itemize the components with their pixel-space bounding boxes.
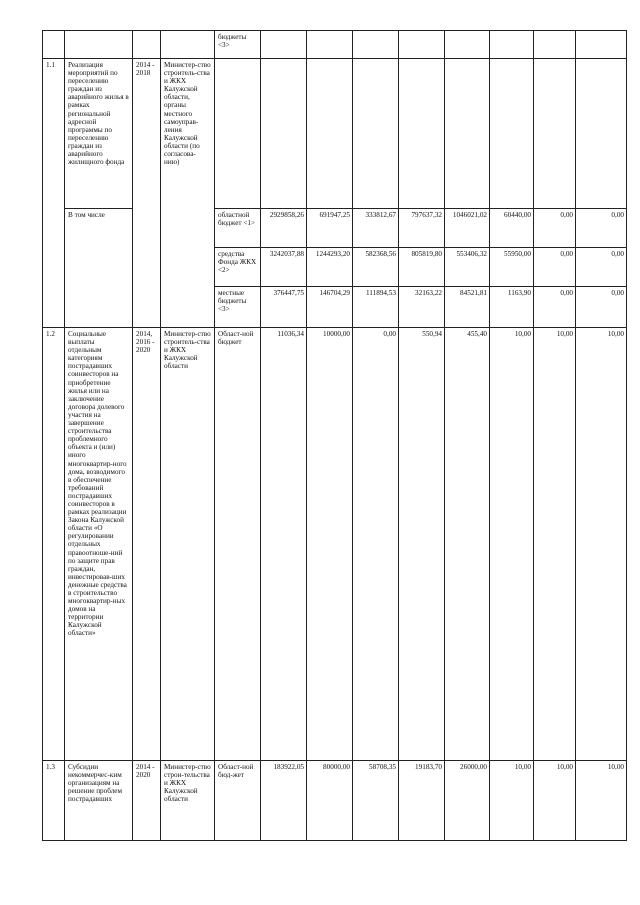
sub-label: В том числе: [65, 209, 133, 328]
value-cell: 10,00: [576, 328, 627, 761]
executor-cell: Министер-ство строитель-ства и ЖКХ Калужской области, органы местного самоуправ-ления Калужской области (по согласова-нию): [161, 59, 215, 328]
measure-name: Реализация мероприятий по переселению граждан из аварийного жилья в рамках региональной адресной программы по переселению граждан из аварийного жилищного фонда: [65, 59, 133, 209]
value-cell: 691947,25: [307, 209, 353, 248]
value-cell: 333812,67: [353, 209, 399, 248]
value-cell: 0,00: [576, 248, 627, 287]
table-row-1-1: [43, 59, 627, 209]
value-cell: 1163,90: [490, 287, 534, 328]
value-cell: 84521,81: [445, 287, 490, 328]
source-cell: Област-ной бюджет: [215, 328, 261, 761]
value-cell: 805819,80: [399, 248, 445, 287]
value-cell: 10,00: [534, 761, 576, 841]
value-cell: 10,00: [490, 761, 534, 841]
value-cell: 455,40: [445, 328, 490, 761]
value-cell: 0,00: [534, 287, 576, 328]
value-cell: 80000,00: [307, 761, 353, 841]
value-cell: 2929858,26: [261, 209, 307, 248]
table-row-1-2: [43, 328, 627, 761]
table-row-1-3: [43, 761, 627, 841]
value-cell: 3242037,88: [261, 248, 307, 287]
value-cell: 582368,56: [353, 248, 399, 287]
value-cell: 1046021,02: [445, 209, 490, 248]
value-cell: 0,00: [534, 248, 576, 287]
value-cell: 10000,00: [307, 328, 353, 761]
value-cell: 0,00: [353, 328, 399, 761]
value-cell: 376447,75: [261, 287, 307, 328]
executor-cell: Министер-ство строи-тельства и ЖКХ Калужской области: [161, 761, 215, 841]
value-cell: 553406,32: [445, 248, 490, 287]
value-cell: 55950,00: [490, 248, 534, 287]
value-cell: 11036,34: [261, 328, 307, 761]
executor-cell: Министер-ство строитель-ства и ЖКХ Калужской области: [161, 328, 215, 761]
value-cell: 19183,70: [399, 761, 445, 841]
value-cell: 60440,00: [490, 209, 534, 248]
measure-name: Субсидии некоммерчес-ким организациям на решение проблем пострадавших: [65, 761, 133, 841]
source-cell: областной бюджет <1>: [215, 209, 261, 248]
value-cell: 146704,29: [307, 287, 353, 328]
value-cell: 1244293,20: [307, 248, 353, 287]
row-number: 1.1: [43, 59, 65, 328]
years-cell: 2014 - 2020: [133, 761, 161, 841]
measure-name: Социальные выплаты отдельным категориям пострадавших соинвесторов на приобретение жилья или на заключение договора долевого участия на завершение строительства проблемного объекта и (или) иного многоквартир-ного дома, возводимого в обеспечение требований пострадавших соинвесторов в рамках реализации Закона Калужской области «О регулировании отдельных правоотноше-ний по защите прав граждан, инвестировав-ших денежные средства в строительство многоквартир-ных домов на территории Калужской области»: [65, 328, 133, 761]
budget-source-cell: бюджеты <3>: [215, 31, 261, 59]
row-number: 1.2: [43, 328, 65, 761]
value-cell: 32163,22: [399, 287, 445, 328]
value-cell: 0,00: [534, 209, 576, 248]
budget-table: [42, 30, 627, 841]
table-row-1-1-regional: [43, 209, 627, 248]
years-cell: 2014 - 2018: [133, 59, 161, 328]
years-cell: 2014, 2016 - 2020: [133, 328, 161, 761]
source-cell: местные бюджеты <3>: [215, 287, 261, 328]
value-cell: 797637,32: [399, 209, 445, 248]
value-cell: 10,00: [490, 328, 534, 761]
value-cell: 183922,05: [261, 761, 307, 841]
value-cell: 550,94: [399, 328, 445, 761]
source-cell: средства Фонда ЖКХ <2>: [215, 248, 261, 287]
value-cell: 111894,53: [353, 287, 399, 328]
value-cell: 0,00: [576, 209, 627, 248]
row-number: 1.3: [43, 761, 65, 841]
table-row-carryover: [43, 31, 627, 59]
value-cell: 26000,00: [445, 761, 490, 841]
source-cell: Облаcт-ной бюд-жет: [215, 761, 261, 841]
value-cell: 10,00: [534, 328, 576, 761]
value-cell: 0,00: [576, 287, 627, 328]
value-cell: 58708,35: [353, 761, 399, 841]
value-cell: 10,00: [576, 761, 627, 841]
